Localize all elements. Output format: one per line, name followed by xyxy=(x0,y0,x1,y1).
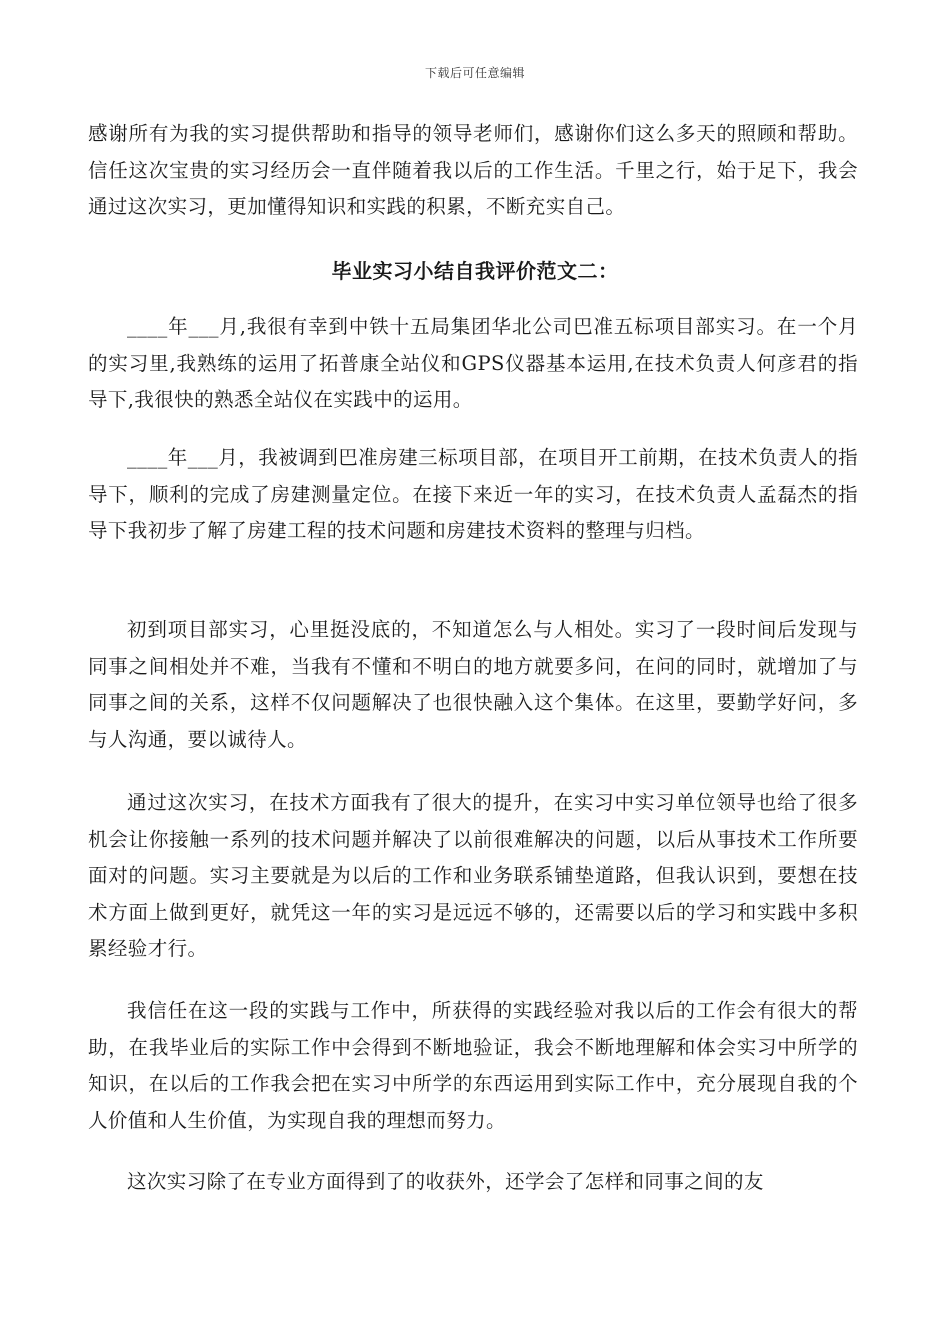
section-title: 毕业实习小结自我评价范文二： xyxy=(331,259,619,283)
paragraph-5: 我信任在这一段的实践与工作中，所获得的实践经验对我以后的工作会有很大的帮助，在我毕业后的实际工作中会得到不断地验证，我会不断地理解和体会实习中所学的知识，在以后的工作我会把在实习中所学的东西运用到实际工作中，充分展现自我的个人价值和人生价值，为实现自我的理想而努力。 xyxy=(88,999,858,1132)
paragraph-6: 这次实习除了在专业方面得到了的收获外，还学会了怎样和同事之间的友 xyxy=(127,1170,764,1193)
paragraph-1: ____年___月,我很有幸到中铁十五局集团华北公司巴准五标项目部实习。在一个月的实习里,我熟练的运用了拓普康全站仪和GPS仪器基本运用,在技术负责人何彦君的指导下,我很快的熟悉全站仪在实践中的运用。 xyxy=(88,315,858,411)
page-header: 下载后可任意编辑 xyxy=(424,66,525,80)
paragraph-3: 初到项目部实习，心里挺没底的，不知道怎么与人相处。实习了一段时间后发现与同事之间相处并不难，当我有不懂和不明白的地方就要多问，在问的同时，就增加了与同事之间的关系，这样不仅问题解决了也很快融入这个集体。在这里，要勤学好问，多与人沟通，要以诚待人。 xyxy=(88,618,858,751)
paragraph-2: ____年___月，我被调到巴准房建三标项目部，在项目开工前期，在技术负责人的指导下，顺利的完成了房建测量定位。在接下来近一年的实习，在技术负责人孟磊杰的指导下我初步了解了房建工程的技术问题和房建技术资料的整理与归档。 xyxy=(88,446,858,542)
paragraph-intro: 感谢所有为我的实习提供帮助和指导的领导老师们，感谢你们这么多天的照顾和帮助。信任这次宝贵的实习经历会一直伴随着我以后的工作生活。千里之行，始于足下，我会通过这次实习，更加懂得知识和实践的积累，不断充实自己。 xyxy=(88,122,858,218)
paragraph-4: 通过这次实习，在技术方面我有了很大的提升，在实习中实习单位领导也给了很多机会让你接触一系列的技术问题并解决了以前很难解决的问题，以后从事技术工作所要面对的问题。实习主要就是为以后的工作和业务联系铺垫道路，但我认识到，要想在技术方面上做到更好，就凭这一年的实习是远远不够的，还需要以后的学习和实践中多积累经验才行。 xyxy=(88,791,858,960)
